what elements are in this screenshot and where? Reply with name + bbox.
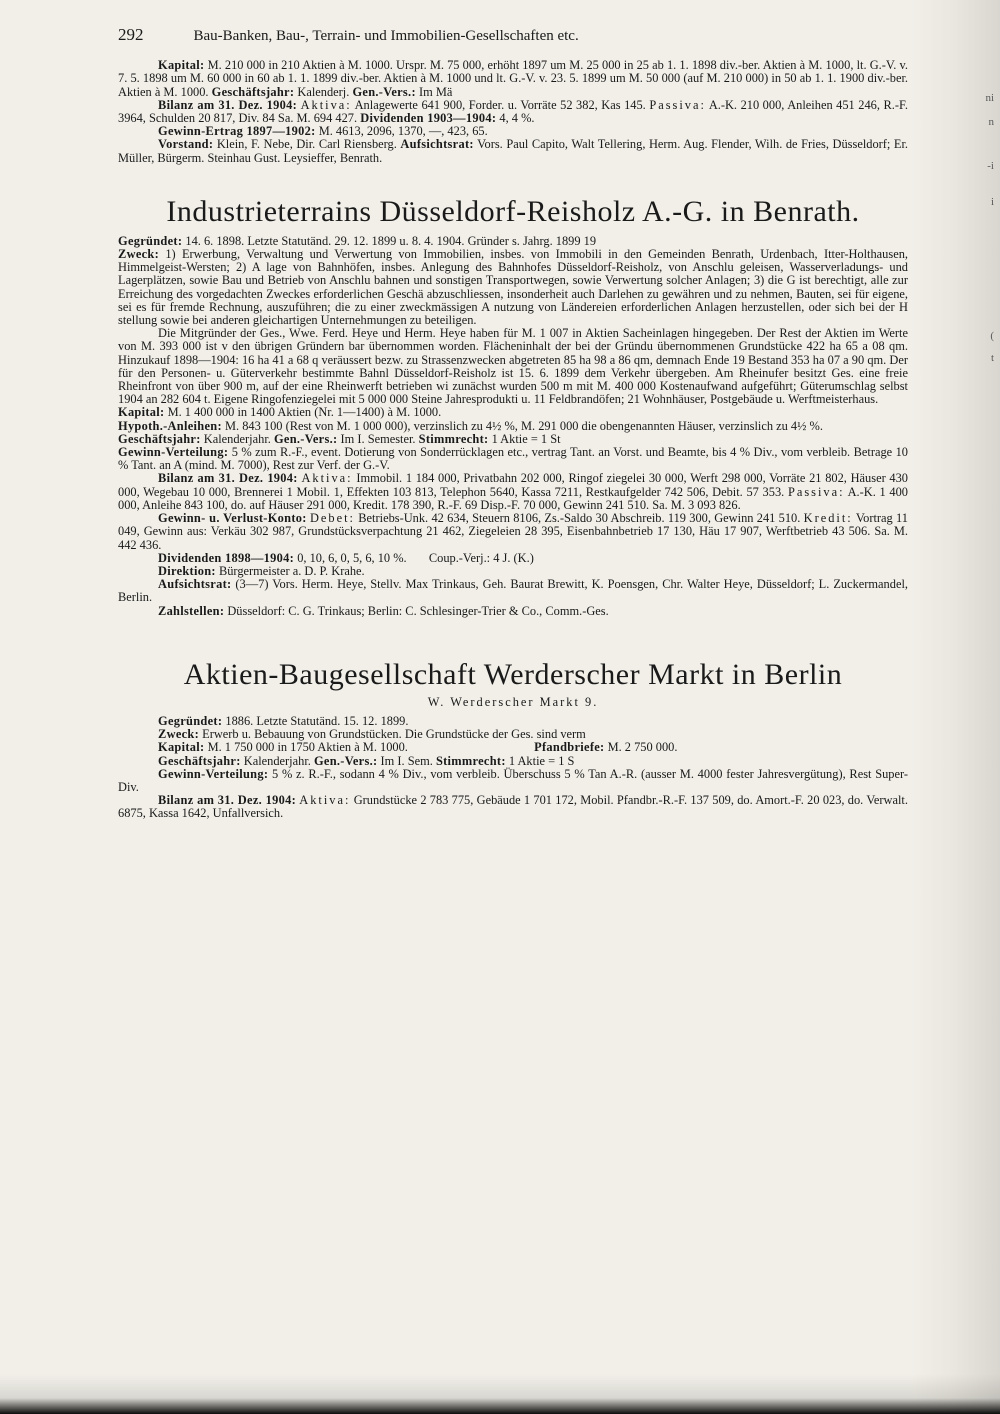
edge-fragment: t (990, 352, 994, 364)
aufsichtsrat-paragraph (118, 578, 908, 604)
vorstand-paragraph (118, 138, 908, 164)
geschaeftsjahr-text: Kalenderj. (297, 84, 350, 99)
aktiva-label: Aktiva: (299, 793, 351, 808)
zweck-label: Zweck: (158, 727, 200, 742)
gen-vers-text: Im I. Semester. (340, 431, 416, 446)
gen-vers-label: Gen.-Vers.: (313, 753, 378, 768)
passiva-text: A.-K. 210 000, Anleihen 451 246, R.-F. 3964, Schulden 20 817, Div. 84 Sa. M. 694 427. (118, 97, 908, 126)
aufsichtsrat-label: Aufsichtsrat: (158, 577, 232, 592)
passiva-label: Passiva: (649, 97, 706, 112)
kapital-label: Kapital: (158, 58, 205, 73)
company-title: Industrieterrains Düsseldorf-Reisholz A.-G. in Benrath. (166, 194, 860, 228)
hypoth-label: Hypoth.-Anleihen: (118, 418, 222, 433)
kapital-text: M. 1 400 000 in 1400 Aktien (Nr. 1—1400) à M. 1000. (167, 405, 442, 420)
kapital-text: M. 210 000 in 210 Aktien à M. 1000. Urspr. M. 75 000, erhöht 1897 um M. 25 000 in 25 ab 1. 1. 1898 div.-ber. Aktien à M. 1000, lt. G.-V. v. 7. 5. 1898 um M. 60 000 in 60 ab 1. 1. 1899 div.-ber. Aktien à M. 1000 und lt. G.-V. v. 23. 5. 1899 um M. 50 000 (auf M. 210 000) in 50 ab 1. 1. 1900 div.-ber. Aktien à M. 1000. (118, 58, 908, 99)
debet-text: Betriebs-Unk. 42 634, Steuern 8106, Zs.-Saldo 30 Abschreib. 119 300, Gewinn 241 510. (358, 511, 801, 526)
gen-vers-text: Im Mä (419, 84, 453, 99)
zahlstellen-paragraph (118, 605, 908, 618)
aktiva-text: Immobil. 1 184 000, Privatbahn 202 000, Ringof ziegelei 30 000, Werft 298 000, Vorräte 21 802, Häuser 430 000, Wegebau 10 000, Brennerei 1 Mobil. 1, Effekten 103 813, Telephon 5640, Kassa 7211, Restkaufgelder 742 506, Debit. 57 353. (118, 471, 908, 499)
bilanz-paragraph (118, 99, 908, 125)
bilanz-paragraph (118, 472, 908, 512)
bilanz-label: Bilanz am 31. Dez. 1904: (158, 793, 296, 808)
gewinn-verteilung-paragraph (118, 768, 908, 794)
pfandbriefe-text: M. 2 750 000. (607, 740, 678, 755)
gewinn-verteilung-paragraph (118, 446, 908, 472)
zweck-label: Zweck: (118, 247, 160, 262)
zweck-text: Erwerb u. Bebauung von Grundstücken. Die Grundstücke der Ges. sind verm (202, 727, 586, 742)
aktiva-text: Anlagewerte 641 900, Forder. u. Vorräte 52 382, Kas 145. (354, 97, 646, 112)
pfandbriefe-label: Pfandbriefe: (534, 740, 605, 755)
direktion-text: Bürgermeister a. D. P. Krahe. (218, 563, 365, 578)
gen-vers-label: Gen.-Vers.: (273, 431, 338, 446)
mitgruender-paragraph: Die Mitgründer der Ges., Wwe. Ferd. Heye und Herm. Heye haben für M. 1 007 in Aktien Sacheinlagen hingegeben. Der Rest der Aktien im Werte von M. 393 000 ist v den übrigen Gründern bar übernommen worden. Flächeninhalt der bei der Gründu übernommenen Grundstücke 422 ha 65 a 08 qm. Hinzukauf 1898—1904: 16 ha 41 a 68 q veräussert bezw. zu Strassenzwecken abgetreten 85 ha 98 a 86 qm, demnach Ende 19 Bestand 353 ha 07 a 90 qm. Der für den Personen- u. Güterverkehr bestimmte Bahnl Düsseldorf-Reisholz ist 15. 6. 1899 dem Verkehr übergeben. Am Rheinufer besitzt Ges. eine freie Rheinfront von über 900 m, auf der eine Rheinwerft betrieben wi zunächst wurden 500 m mit M. 400 000 Kostenaufwand aufgeführt; Güterumschlag selbst 1904 an 282 604 t. Eigene Ringofenziegelei mit 5 000 000 Steine Jahresprodukti u. 11 Feldbrandöfen; 21 Wohnhäuser, Postgebäude u. Werftmeisterhaus. (118, 326, 908, 407)
coupon-verjaehrung: Coup.-Verj.: 4 J. (K.) (428, 550, 534, 565)
passiva-text: A.-K. 1 400 000, Anleihe 843 100, do. auf Häuser 291 000, Kredit. 178 390, R.-F. 69 Disp.-F. 70 000, Gewinn 241 510. Sa. M. 3 093 826. (118, 484, 908, 512)
dividenden-label: Dividenden 1898—1904: (158, 550, 295, 565)
dividenden-label: Dividenden 1903—1904: (360, 111, 497, 126)
aufsichtsrat-text: (3—7) Vors. Herm. Heye, Stellv. Max Trinkaus, Geh. Baurat Brewitt, K. Poensgen, Chr. Walter Heye, Düsseldorf; L. Zuckermandel, Berlin. (118, 577, 908, 605)
edge-fragment: ( (990, 330, 994, 342)
gen-vers-text: Im I. Sem. (380, 753, 433, 768)
company-address: W. Werderscher Markt 9. (427, 694, 599, 709)
stimmrecht-text: 1 Aktie = 1 S (508, 753, 575, 768)
bilanz-label: Bilanz am 31. Dez. 1904: (158, 471, 298, 486)
section-gap (118, 165, 908, 187)
kapital-text: M. 1 750 000 in 1750 Aktien à M. 1000. (207, 740, 408, 755)
geschaeftsjahr-label: Geschäftsjahr: (158, 753, 241, 768)
zweck-paragraph (118, 248, 908, 327)
gen-vers-label: Gen.-Vers.: (352, 84, 416, 99)
geschaeftsjahr-label: Geschäftsjahr: (118, 431, 201, 446)
bilanz-label: Bilanz am 31. Dez. 1904: (158, 97, 298, 112)
gegruendet-label: Gegründet: (158, 713, 223, 728)
kapital-label: Kapital: (158, 740, 205, 755)
debet-label: Debet: (309, 511, 355, 526)
scan-edge-next-page (912, 0, 1000, 1414)
edge-fragment: n (988, 116, 994, 128)
gewinn-verteilung-text: 5 % z. R.-F., sodann 4 % Div., vom verbleib. Überschuss 5 % Tan A.-R. (ausser M. 4000 fester Jahresvergütung), Rest Super-Div. (118, 766, 908, 794)
page-header (118, 25, 908, 44)
geschaeftsjahr-label: Geschäftsjahr: (211, 84, 295, 99)
kredit-label: Kredit: (803, 511, 853, 526)
vorstand-label: Vorstand: (158, 137, 214, 152)
zahlstellen-text: Düsseldorf: C. G. Trinkaus; Berlin: C. Schlesinger-Trier & Co., Comm.-Ges. (227, 603, 609, 618)
dividenden-text: 4, 4 %. (499, 111, 535, 126)
aktiva-text: Grundstücke 2 783 775, Gebäude 1 701 172, Mobil. Pfandbr.-R.-F. 137 509, do. Amort.-F. 20 023, do. Verwalt. 6875, Kassa 1642, Unfallversich. (118, 793, 908, 821)
guv-paragraph (118, 512, 908, 552)
page-content (118, 25, 909, 821)
geschaeftsjahr-text: Kalenderjahr. (243, 753, 311, 768)
stimmrecht-label: Stimmrecht: (435, 753, 506, 768)
gegruendet-label: Gegründet: (118, 233, 183, 248)
aktiva-label: Aktiva: (301, 471, 353, 486)
ertrag-label: Gewinn-Ertrag 1897—1902: (158, 124, 316, 139)
company-title: Aktien-Baugesellschaft Werderscher Markt in Berlin (183, 657, 843, 691)
passiva-label: Passiva: (787, 484, 845, 499)
gewinn-verteilung-text: 5 % zum R.-F., event. Dotierung von Sonderrücklagen etc., vertrag Tant. an Vorst. und Beamte, bis 4 % Div., vom verbleib. Betrage 10 % Tant. an A (mind. M. 7000), Rest zur Verf. der G.-V. (118, 445, 908, 473)
guv-label: Gewinn- u. Verlust-Konto: (158, 511, 307, 526)
aufsichtsrat-label: Aufsichtsrat: (400, 137, 474, 152)
gegruendet-text: 14. 6. 1898. Letzte Statutänd. 29. 12. 1899 u. 8. 4. 1904. Gründer s. Jahrg. 1899 19 (185, 233, 597, 248)
gewinn-verteilung-label: Gewinn-Verteilung: (158, 766, 269, 781)
ertrag-text: M. 4613, 2096, 1370, —, 423, 65. (318, 124, 488, 139)
vorstand-text: Klein, F. Nebe, Dir. Carl Riensberg. (216, 137, 397, 152)
section-gap (118, 618, 908, 650)
kapital-label: Kapital: (118, 405, 165, 420)
gewinn-verteilung-label: Gewinn-Verteilung: (118, 445, 229, 460)
zweck-text: 1) Erwerbung, Verwaltung und Verwertung von Immobilien, insbes. von Immobili in den Gemeinden Benrath, Urdenbach, Itter-Holthausen, Himmelgeist-Wersten; 2) A lage von Bahnhöfen, insbes. Anlegung des Bahnhofes Düsseldorf-Reisholz, von Anschlu geleisen, Wasserverladungs- und Lagerplätzen, sowie Bau und Betrieb von Anschlu bahnen und sonstigen Transportwegen, sowie Verwertung solcher Anlagen; 3) die G ist berechtigt, alle zur Erreichung des vorgedachten Zweckes erforderlichen Geschä abzuschliessen, insonderheit auch Darlehen zu gewähren und zu nehmen, Bauten, sei für eigene, sei es für fremde Rechnung, auszuführen; die zu einer zweckmässigen A nutzung von Ländereien erforderlichen Anlagen herzustellen, oder sich bei der H stellung sowie bei anderen gleichartigen Unternehmungen zu beteiligen. (118, 247, 908, 328)
edge-fragment: ni (985, 92, 994, 104)
direktion-label: Direktion: (158, 563, 216, 578)
edge-fragment: i (990, 196, 994, 208)
running-title: Bau-Banken, Bau-, Terrain- und Immobilien-Gesellschaften etc. (193, 28, 579, 44)
stimmrecht-label: Stimmrecht: (418, 431, 489, 446)
scan-bottom-shadow (0, 1374, 1000, 1414)
geschaeftsjahr-text: Kalenderjahr. (203, 431, 271, 446)
page-number: 292 (118, 25, 144, 44)
zahlstellen-label: Zahlstellen: (158, 603, 225, 618)
bilanz-paragraph (118, 794, 908, 820)
hypoth-text: M. 843 100 (Rest von M. 1 000 000), verzinslich zu 4½ %, M. 291 000 die obengenannten Häuser, verzinslich zu 4½ %. (225, 418, 823, 433)
aufsichtsrat-text: Vors. Paul Capito, Walt Tellering, Herm. Aug. Flender, Wilh. de Fries, Düsseldorf; Er. Müller, Bürgerm. Steinhau Gust. Leysieffer, Benrath. (118, 137, 909, 165)
kapital-paragraph (118, 59, 908, 99)
gegruendet-text: 1886. Letzte Statutänd. 15. 12. 1899. (225, 713, 409, 728)
aktiva-label: Aktiva: (300, 97, 352, 112)
kredit-text: Vortrag 11 049, Gewinn aus: Verkäu 302 987, Grundstücksverpachtung 21 462, Ziegeleien 28 395, Eisenbahnbetrieb 17 130, Häu 17 907, Werftbetrieb 43 506. Sa. M. 442 436. (118, 511, 908, 552)
stimmrecht-text: 1 Aktie = 1 St (491, 431, 561, 446)
edge-fragment: -i (987, 160, 994, 172)
dividenden-text: 0, 10, 6, 0, 5, 6, 10 %. (297, 550, 407, 565)
